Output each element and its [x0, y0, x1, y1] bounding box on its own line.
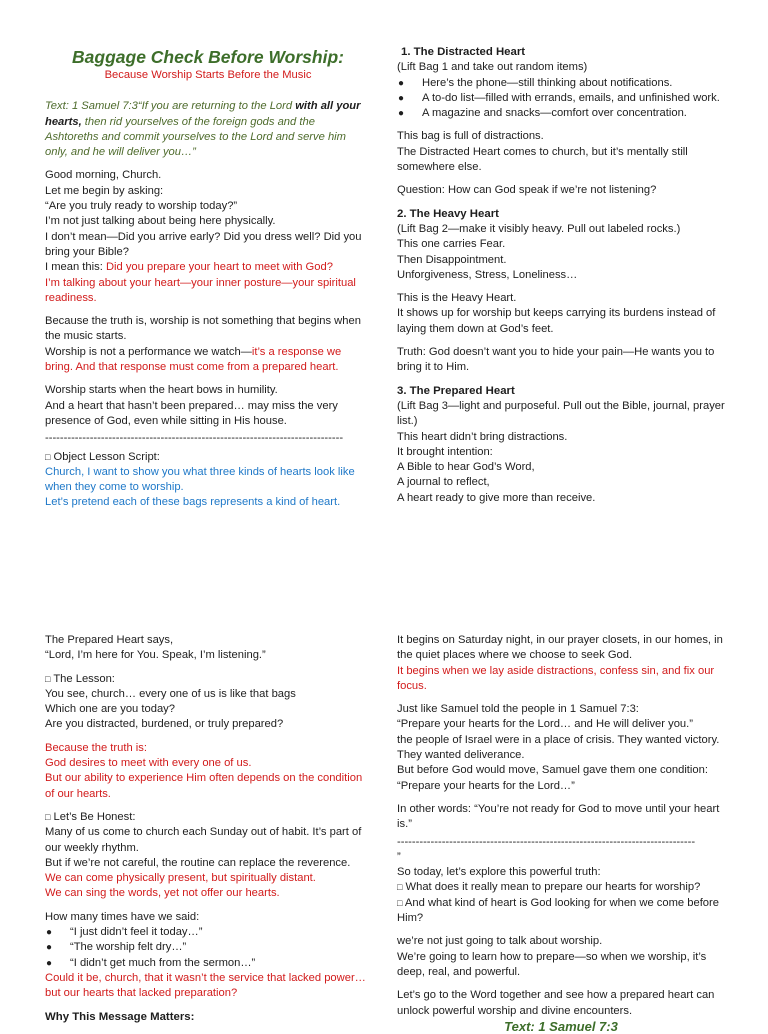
list-item: ● “I didn’t get much from the sermon…” — [45, 956, 371, 971]
not-just-line: we’re not just going to talk about worship. — [397, 935, 603, 948]
question-text: And what kind of heart is God looking for when we come before Him? — [397, 896, 719, 925]
not-just-paragraph — [397, 934, 725, 980]
honest-red-line: We can sing the words, yet not offer our hearts. — [45, 887, 280, 900]
lets-go-line: Let’s go to the Word together and see how a prepared heart can unlock powerful worship and divine encounters. — [397, 989, 715, 1017]
question-text: What does it really mean to prepare our hearts for worship? — [402, 881, 701, 894]
why-message-heading: Why This Message Matters: — [45, 1010, 195, 1023]
object-lesson-paragraph — [45, 450, 371, 511]
lesson-line: You see, church… every one of us is like that bags — [45, 687, 296, 700]
distracted-heart-heading — [397, 45, 725, 60]
distracted-heart-title: 1. The Distracted Heart — [401, 46, 526, 58]
lesson-blue-line: Let’s pretend each of these bags represents a kind of heart. — [45, 496, 341, 509]
not-just-line: We’re going to learn how to prepare—so when we worship, it’s deep, real, and powerful. — [397, 950, 707, 978]
honest-line: Many of us come to church each Sunday out of habit. It’s part of our weekly rhythm. — [45, 826, 362, 854]
list-item: ● “I just didn’t feel it today…” — [45, 925, 371, 940]
quotes-list — [45, 925, 371, 971]
question-line — [397, 880, 725, 895]
scripture-rest: then rid yourselves of the foreign gods and the Ashtoreths and commit yourselves to the Lord and serve him only, and he will deliver you…” — [45, 115, 346, 159]
distracted-items-list — [397, 76, 725, 122]
honest-paragraph — [45, 810, 371, 902]
samuel-line: Just like Samuel told the people in 1 Samuel 7:3: — [397, 703, 639, 716]
heavy-heart-lines — [397, 222, 725, 283]
could-it-be-line: Could it be, church, that it wasn’t the service that lacked power…but our hearts that lacked preparation? — [45, 971, 366, 1000]
samuel-line: “Prepare your hearts for the Lord… and He will deliver you.” — [397, 718, 693, 731]
truth-red-line: Because the truth is: — [45, 741, 147, 754]
prepared-line: It brought intention: — [397, 445, 493, 458]
list-item: ● A to-do list—filled with errands, emails, and unfinished work. — [397, 91, 725, 106]
heavy-heart-heading: 2. The Heavy Heart — [397, 207, 499, 220]
prepared-line: (Lift Bag 3—light and purposeful. Pull out the Bible, journal, prayer list.) — [397, 399, 725, 428]
prepared-says-paragraph — [45, 633, 371, 664]
scripture-text — [45, 99, 371, 160]
prepared-heart-lines — [397, 399, 725, 506]
greeting-line: I don’t mean—Did you arrive early? Did you dress well? Did you bring your Bible? — [45, 230, 362, 258]
samuel-paragraph — [397, 702, 725, 794]
begins-line: It begins on Saturday night, in our prayer closets, in our homes, in the quiet places where we choose to seek God. — [397, 634, 723, 662]
distracted-line: This bag is full of distractions. — [397, 130, 544, 143]
page1-right-column — [397, 45, 725, 514]
prepared-line: This heart didn’t bring distractions. — [397, 430, 568, 443]
honest-line: But if we’re not careful, the routine can replace the reverence. — [45, 856, 351, 869]
performance-line — [45, 345, 371, 376]
heavy-heart-truth: Truth: God doesn’t want you to hide your pain—He wants you to bring it to Him. — [397, 346, 715, 374]
other-words-line: In other words: “You’re not ready for God to move until your heart is.” — [397, 802, 720, 831]
distracted-line: The Distracted Heart comes to church, but it’s mentally still somewhere else. — [397, 145, 688, 174]
page2-right-column — [397, 633, 725, 1034]
prepared-line: A journal to reflect, — [397, 476, 490, 489]
page1-left-column — [45, 46, 371, 519]
how-many-line: How many times have we said: — [45, 910, 200, 923]
lesson-paragraph — [45, 672, 371, 733]
honest-red-line: We can come physically present, but spiritually distant. — [45, 872, 316, 885]
scripture-intro: Text: 1 Samuel 7:3“If you are returning to the Lord — [45, 100, 296, 113]
greeting-paragraph — [45, 168, 371, 306]
lesson-box-icon: □ — [45, 451, 51, 462]
object-lesson-label: Object Lesson Script: — [50, 450, 160, 463]
begins-paragraph — [397, 633, 725, 694]
heavy-line: (Lift Bag 2—make it visibly heavy. Pull out labeled rocks.) — [397, 222, 681, 235]
explore-line: So today, let’s explore this powerful truth: — [397, 866, 601, 879]
truth-red-line: But our ability to experience Him often depends on the condition of our hearts. — [45, 772, 363, 800]
says-line: The Prepared Heart says, — [45, 634, 174, 646]
heavy-heart-paragraph — [397, 291, 725, 337]
section-divider: -------------------------------------------------------------------------------- — [397, 835, 696, 848]
mean-this-label: I mean this: — [45, 261, 106, 274]
heavy-line: It shows up for worship but keeps carrying its burdens instead of laying them down at God’s feet. — [397, 307, 716, 335]
performance-plain: Worship is not a performance we watch— — [45, 345, 252, 358]
lesson-line: Are you distracted, burdened, or truly prepared? — [45, 718, 284, 731]
inner-posture-line: I’m talking about your heart—your inner posture—your spiritual readiness. — [45, 276, 356, 304]
heavy-line: Unforgiveness, Stress, Loneliness… — [397, 268, 578, 281]
samuel-line: “Prepare your hearts for the Lord…” — [397, 779, 575, 792]
explore-paragraph — [397, 865, 725, 926]
object-lesson-heading — [45, 450, 371, 465]
scripture-bold: with all your hearts, — [45, 100, 361, 128]
samuel-line: the people of Israel were in a place of crisis. They wanted victory. They wanted deliverance. — [397, 733, 720, 762]
greeting-line: Good morning, Church. — [45, 169, 162, 182]
greeting-line: Let me begin by asking: — [45, 184, 164, 197]
prepared-line: A heart ready to give more than receive. — [397, 491, 596, 504]
heavy-line: This is the Heavy Heart. — [397, 292, 517, 305]
lesson-heading — [45, 672, 371, 687]
distracted-heart-note: (Lift Bag 1 and take out random items) — [397, 61, 588, 74]
begins-red-line: It begins when we lay aside distractions, confess sin, and fix our focus. — [397, 664, 715, 692]
samuel-line: But before God would move, Samuel gave them one condition: — [397, 764, 708, 777]
says-line: “Lord, I’m here for You. Speak, I’m listening.” — [45, 649, 266, 662]
list-item: ● Here’s the phone—still thinking about notifications. — [397, 76, 725, 91]
list-item: ● “The worship felt dry…” — [45, 940, 371, 955]
lesson-line: Which one are you today? — [45, 703, 175, 716]
distracted-paragraph — [397, 129, 725, 175]
truth-paragraph — [45, 314, 371, 375]
truth-red-line: God desires to meet with every one of us. — [45, 757, 252, 770]
truth-red-paragraph — [45, 741, 371, 802]
greeting-line: “Are you truly ready to worship today?” — [45, 200, 238, 213]
lesson-blue-line: Church, I want to show you what three kinds of hearts look like when they come to worship. — [45, 465, 355, 494]
lesson-label: The Lesson: — [50, 672, 115, 685]
honest-heading — [45, 810, 371, 825]
distracted-question: Question: How can God speak if we’re not listening? — [397, 184, 657, 197]
question-box-icon: □ — [397, 882, 403, 893]
humility-paragraph — [45, 383, 371, 429]
prepared-line: A Bible to hear God’s Word, — [397, 461, 535, 474]
question-box-icon: □ — [397, 897, 403, 908]
honest-label: Let’s Be Honest: — [50, 810, 136, 823]
humility-line: Worship starts when the heart bows in humility. — [45, 384, 278, 397]
mean-this-line — [45, 260, 371, 275]
prepared-heart-heading: 3. The Prepared Heart — [397, 384, 515, 397]
lesson-box-icon: □ — [45, 673, 51, 684]
document-subtitle: Because Worship Starts Before the Music — [104, 69, 312, 81]
mean-this-question: Did you prepare your heart to meet with God? — [105, 261, 333, 274]
heavy-line: This one carries Fear. — [397, 238, 506, 251]
question-line — [397, 896, 725, 927]
section-divider: -------------------------------------------------------------------------------- — [45, 432, 344, 445]
greeting-line: I’m not just talking about being here physically. — [45, 215, 276, 228]
heavy-line: Then Disappointment. — [397, 253, 507, 266]
quote-mark: ” — [397, 850, 401, 863]
truth-line: Because the truth is, worship is not something that begins when the music starts. — [45, 315, 361, 343]
page2-left-column — [45, 633, 371, 1025]
honest-box-icon: □ — [45, 811, 51, 822]
list-item: ● A magazine and snacks—comfort over concentration. — [397, 106, 725, 121]
heart-line: And a heart that hasn’t been prepared… may miss the very presence of God, even while sitting in His house. — [45, 399, 338, 427]
bottom-scripture-heading: Text: 1 Samuel 7:3 — [504, 1018, 618, 1034]
document-title: Baggage Check Before Worship: — [72, 47, 344, 67]
performance-red: it’s a response we bring. And that response must come from a prepared heart. — [45, 345, 342, 374]
